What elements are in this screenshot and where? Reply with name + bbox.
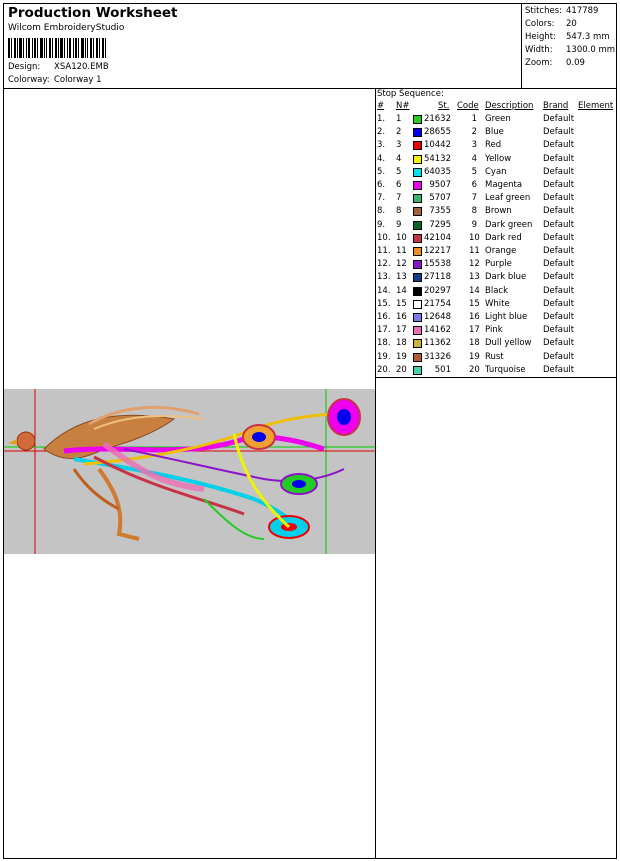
needle-number: 8 xyxy=(396,206,402,217)
color-swatch xyxy=(413,181,422,190)
thread-brand: Default xyxy=(543,364,575,375)
thread-brand: Default xyxy=(543,166,575,177)
production-worksheet xyxy=(3,3,617,859)
color-code: 15 xyxy=(469,298,480,309)
header-description: Description xyxy=(485,101,534,111)
color-description: White xyxy=(485,298,510,309)
color-description: Cyan xyxy=(485,166,507,177)
table-row xyxy=(377,140,615,153)
color-description: Light blue xyxy=(485,312,528,322)
color-swatch xyxy=(413,128,422,137)
row-number: 16. xyxy=(377,312,391,322)
stat-height xyxy=(525,32,610,42)
color-code: 5 xyxy=(471,166,477,177)
color-description: Turquoise xyxy=(485,364,526,375)
header-brand: Brand xyxy=(543,101,569,111)
needle-number: 16 xyxy=(396,312,407,322)
stop-sequence-title: Stop Sequence: xyxy=(377,89,444,99)
table-row xyxy=(377,352,615,365)
table-row xyxy=(377,193,615,206)
row-number: 10. xyxy=(377,232,391,243)
color-swatch xyxy=(413,141,422,150)
color-swatch xyxy=(413,221,422,230)
row-number: 12. xyxy=(377,259,391,270)
row-number: 3. xyxy=(377,140,386,151)
stat-value: 547.3 mm xyxy=(566,32,610,42)
table-row xyxy=(377,167,615,180)
stitch-count: 9507 xyxy=(429,180,451,190)
table-row xyxy=(377,299,615,312)
needle-number: 20 xyxy=(396,364,407,375)
stat-value: 1300.0 mm xyxy=(566,45,616,55)
stitch-count: 15538 xyxy=(423,259,451,270)
stitch-count: 12217 xyxy=(423,246,451,256)
color-code: 3 xyxy=(471,140,477,151)
stat-value: 0.09 xyxy=(566,58,585,68)
colorway-row xyxy=(8,75,102,85)
thread-brand: Default xyxy=(543,127,575,138)
needle-number: 2 xyxy=(396,127,402,138)
thread-brand: Default xyxy=(543,114,575,124)
needle-number: 4 xyxy=(396,153,402,164)
color-swatch xyxy=(413,194,422,203)
color-swatch xyxy=(413,115,422,124)
row-number: 7. xyxy=(377,193,386,204)
row-number: 11. xyxy=(377,246,391,256)
stitch-count: 21632 xyxy=(423,114,451,124)
stat-zoom xyxy=(525,58,585,68)
stats-panel xyxy=(521,4,617,88)
software-name: Wilcom EmbroideryStudio xyxy=(8,23,125,33)
row-number: 20. xyxy=(377,364,391,375)
color-code: 1 xyxy=(471,114,477,124)
row-number: 6. xyxy=(377,180,386,190)
color-swatch xyxy=(413,273,422,282)
color-code: 14 xyxy=(469,285,480,296)
stat-label: Width: xyxy=(525,45,553,55)
needle-number: 14 xyxy=(396,285,407,296)
table-row xyxy=(377,180,615,193)
color-code: 17 xyxy=(469,325,480,336)
table-row xyxy=(377,325,615,338)
stat-width xyxy=(525,45,615,55)
color-code: 11 xyxy=(469,246,480,256)
worksheet-title: Production Worksheet xyxy=(8,5,178,21)
color-description: Pink xyxy=(485,325,503,336)
row-number: 1. xyxy=(377,114,386,124)
color-description: Red xyxy=(485,140,502,151)
stitch-count: 12648 xyxy=(423,312,451,322)
thread-brand: Default xyxy=(543,246,575,256)
row-number: 9. xyxy=(377,219,386,230)
stitch-count: 7295 xyxy=(429,219,451,230)
header-stitches: St. xyxy=(438,101,450,111)
phoenix-embroidery-design-icon xyxy=(4,389,375,554)
color-code: 6 xyxy=(471,180,477,190)
color-code: 19 xyxy=(469,351,480,362)
thread-brand: Default xyxy=(543,206,575,217)
color-code: 16 xyxy=(469,312,480,322)
color-code: 18 xyxy=(469,338,480,349)
color-swatch xyxy=(413,168,422,177)
needle-number: 1 xyxy=(396,114,402,124)
color-code: 8 xyxy=(471,206,477,217)
row-number: 18. xyxy=(377,338,391,349)
stat-label: Colors: xyxy=(525,19,555,29)
needle-number: 7 xyxy=(396,193,402,204)
table-row xyxy=(377,220,615,233)
row-number: 8. xyxy=(377,206,386,217)
design-row xyxy=(8,62,109,72)
color-code: 12 xyxy=(469,259,480,270)
color-swatch xyxy=(413,300,422,309)
row-number: 19. xyxy=(377,351,391,362)
color-code: 13 xyxy=(469,272,480,283)
barcode-icon xyxy=(8,38,108,58)
needle-number: 6 xyxy=(396,180,402,190)
column-divider xyxy=(375,88,376,858)
stitch-count: 14162 xyxy=(423,325,451,336)
stitch-count: 21754 xyxy=(423,298,451,309)
color-swatch xyxy=(413,326,422,335)
color-swatch xyxy=(413,247,422,256)
stitch-count: 28655 xyxy=(423,127,451,138)
color-description: Black xyxy=(485,285,508,296)
table-row xyxy=(377,246,615,259)
color-description: Leaf green xyxy=(485,193,531,204)
needle-number: 3 xyxy=(396,140,402,151)
needle-number: 17 xyxy=(396,325,407,336)
thread-brand: Default xyxy=(543,338,575,349)
color-description: Purple xyxy=(485,259,512,270)
thread-brand: Default xyxy=(543,325,575,336)
stitch-count: 42104 xyxy=(423,232,451,243)
stitch-count: 27118 xyxy=(423,272,451,283)
table-row xyxy=(377,272,615,285)
table-row xyxy=(377,286,615,299)
color-code: 9 xyxy=(471,219,477,230)
color-description: Blue xyxy=(485,127,504,138)
row-number: 17. xyxy=(377,325,391,336)
row-number: 4. xyxy=(377,153,386,164)
needle-number: 13 xyxy=(396,272,407,283)
header-element: Element xyxy=(578,101,614,111)
color-code: 7 xyxy=(471,193,477,204)
stitch-count: 54132 xyxy=(423,153,451,164)
table-row xyxy=(377,206,615,219)
header-needle: N# xyxy=(396,101,410,111)
color-swatch xyxy=(413,353,422,362)
color-description: Orange xyxy=(485,246,517,256)
color-code: 2 xyxy=(471,127,477,138)
needle-number: 9 xyxy=(396,219,402,230)
thread-brand: Default xyxy=(543,272,575,283)
table-row xyxy=(377,312,615,325)
color-swatch xyxy=(413,234,422,243)
needle-number: 11 xyxy=(396,246,407,256)
stat-value: 20 xyxy=(566,19,577,29)
color-swatch xyxy=(413,366,422,375)
thread-brand: Default xyxy=(543,180,575,190)
table-row xyxy=(377,365,615,378)
thread-brand: Default xyxy=(543,219,575,230)
worksheet-header xyxy=(4,4,616,89)
thread-brand: Default xyxy=(543,312,575,322)
needle-number: 10 xyxy=(396,232,407,243)
thread-brand: Default xyxy=(543,259,575,270)
color-description: Brown xyxy=(485,206,512,217)
color-swatch xyxy=(413,260,422,269)
stitch-count: 501 xyxy=(434,364,451,375)
stitch-count: 31326 xyxy=(423,351,451,362)
row-number: 13. xyxy=(377,272,391,283)
needle-number: 18 xyxy=(396,338,407,349)
stat-value: 417789 xyxy=(566,6,599,16)
table-row xyxy=(377,154,615,167)
stitch-count: 11362 xyxy=(423,338,451,349)
thread-brand: Default xyxy=(543,193,575,204)
thread-brand: Default xyxy=(543,285,575,296)
row-number: 5. xyxy=(377,166,386,177)
needle-number: 15 xyxy=(396,298,407,309)
color-description: Yellow xyxy=(485,153,512,164)
table-row xyxy=(377,233,615,246)
stat-stitches xyxy=(525,6,598,16)
thread-brand: Default xyxy=(543,298,575,309)
color-description: Dull yellow xyxy=(485,338,532,349)
row-number: 14. xyxy=(377,285,391,296)
color-description: Rust xyxy=(485,351,504,362)
table-row xyxy=(377,259,615,272)
table-row xyxy=(377,114,615,127)
color-code: 10 xyxy=(469,232,480,243)
color-description: Dark red xyxy=(485,232,522,243)
color-description: Green xyxy=(485,114,511,124)
thread-brand: Default xyxy=(543,351,575,362)
stitch-count: 10442 xyxy=(423,140,451,151)
row-number: 2. xyxy=(377,127,386,138)
color-description: Dark green xyxy=(485,219,533,230)
needle-number: 5 xyxy=(396,166,402,177)
design-preview xyxy=(4,389,375,554)
color-swatch xyxy=(413,207,422,216)
color-description: Magenta xyxy=(485,180,523,190)
design-value: XSA120.EMB xyxy=(54,62,109,72)
header-num: # xyxy=(377,101,385,111)
thread-brand: Default xyxy=(543,232,575,243)
thread-brand: Default xyxy=(543,140,575,151)
design-label: Design: xyxy=(8,62,41,72)
colorway-value: Colorway 1 xyxy=(54,75,102,85)
stitch-count: 5707 xyxy=(429,193,451,204)
stat-label: Stitches: xyxy=(525,6,563,16)
color-swatch xyxy=(413,155,422,164)
color-description: Dark blue xyxy=(485,272,527,283)
stitch-count: 20297 xyxy=(423,285,451,296)
row-number: 15. xyxy=(377,298,391,309)
color-swatch xyxy=(413,313,422,322)
color-code: 20 xyxy=(469,364,480,375)
stat-colors xyxy=(525,19,577,29)
thread-brand: Default xyxy=(543,153,575,164)
needle-number: 12 xyxy=(396,259,407,270)
table-row xyxy=(377,127,615,140)
stat-label: Height: xyxy=(525,32,556,42)
colorway-label: Colorway: xyxy=(8,75,50,85)
color-code: 4 xyxy=(471,153,477,164)
color-swatch xyxy=(413,287,422,296)
color-swatch xyxy=(413,339,422,348)
table-row xyxy=(377,338,615,351)
header-code: Code xyxy=(457,101,479,111)
stat-label: Zoom: xyxy=(525,58,553,68)
stitch-count: 7355 xyxy=(429,206,451,217)
stitch-count: 64035 xyxy=(423,166,451,177)
needle-number: 19 xyxy=(396,351,407,362)
